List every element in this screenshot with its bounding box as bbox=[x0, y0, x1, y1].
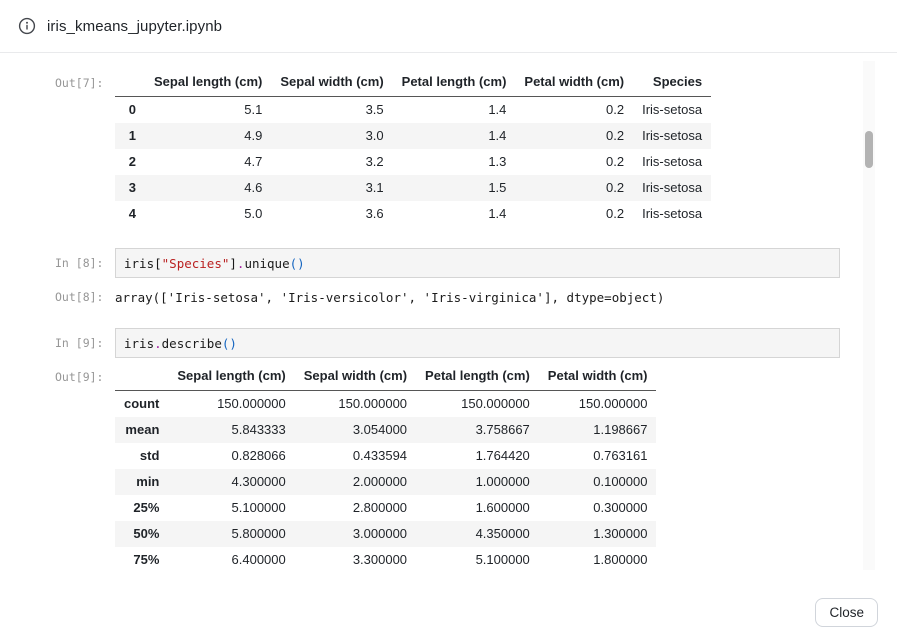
table-cell: 1.5 bbox=[488, 180, 507, 195]
table-cell: Iris-setosa bbox=[642, 180, 703, 195]
table-cell: 1.4 bbox=[488, 128, 507, 143]
table-cell: 0.763161 bbox=[593, 448, 648, 463]
cell-content bbox=[115, 328, 840, 358]
table-cell: 1.764420 bbox=[475, 448, 530, 463]
table-cell: 0.2 bbox=[606, 128, 625, 143]
table-cell: 3.1 bbox=[365, 180, 384, 195]
table-cell: 5.843333 bbox=[231, 422, 286, 437]
table-row bbox=[115, 443, 656, 469]
table-cell: 0.433594 bbox=[352, 448, 408, 463]
row-label: min bbox=[136, 474, 160, 489]
table-cell: 150.000000 bbox=[217, 396, 286, 411]
row-label: mean bbox=[125, 422, 160, 437]
code-token: . bbox=[154, 336, 162, 351]
code-token: unique bbox=[244, 256, 290, 271]
table-row bbox=[115, 123, 711, 149]
table-row bbox=[115, 201, 711, 227]
table-cell: 0.300000 bbox=[593, 500, 648, 515]
table-cell: 3.758667 bbox=[475, 422, 530, 437]
notebook-cell bbox=[55, 285, 840, 308]
row-label: 2 bbox=[128, 154, 136, 169]
notebook-cell bbox=[55, 328, 840, 358]
column-header: Sepal length (cm) bbox=[168, 364, 294, 391]
table-body bbox=[115, 391, 656, 574]
table-row bbox=[115, 547, 656, 573]
row-label: 4 bbox=[128, 206, 136, 221]
cell-content bbox=[115, 248, 840, 278]
table-cell: 4.350000 bbox=[475, 526, 530, 541]
table-cell: 4.9 bbox=[244, 128, 263, 143]
column-header: Sepal width (cm) bbox=[295, 364, 416, 391]
table-cell: 4.7 bbox=[244, 154, 263, 169]
cell-content bbox=[115, 364, 840, 573]
table-cell: 1.3 bbox=[488, 154, 507, 169]
table-cell: 1.198667 bbox=[593, 422, 648, 437]
cell-prompt: Out[7]: bbox=[55, 76, 104, 90]
table-body bbox=[115, 97, 711, 228]
table-row bbox=[115, 469, 656, 495]
table-cell: 1.300000 bbox=[593, 526, 648, 541]
notebook-cells bbox=[55, 70, 840, 573]
row-label: 25% bbox=[133, 500, 160, 515]
table-head bbox=[115, 70, 711, 97]
table-cell: 2.000000 bbox=[352, 474, 408, 489]
table-cell: 0.100000 bbox=[593, 474, 648, 489]
notebook-preview bbox=[0, 53, 897, 577]
code-token: [ bbox=[154, 256, 162, 271]
table-cell: 3.000000 bbox=[352, 526, 408, 541]
file-title: iris_kmeans_jupyter.ipynb bbox=[47, 17, 223, 35]
table-row bbox=[115, 149, 711, 175]
column-header: Petal length (cm) bbox=[393, 70, 516, 97]
dataframe-table bbox=[115, 364, 656, 573]
table-cell: 6.400000 bbox=[231, 552, 286, 567]
table-cell: Iris-setosa bbox=[642, 206, 703, 221]
cell-prompt: Out[8]: bbox=[55, 290, 104, 304]
table-cell: 150.000000 bbox=[461, 396, 530, 411]
row-label: 3 bbox=[128, 180, 136, 195]
table-cell: 4.300000 bbox=[231, 474, 286, 489]
table-row bbox=[115, 391, 656, 418]
table-row bbox=[115, 417, 656, 443]
table-cell: 2.800000 bbox=[352, 500, 408, 515]
row-label: 1 bbox=[128, 128, 136, 143]
code-token: ] bbox=[229, 256, 237, 271]
table-cell: 0.2 bbox=[606, 206, 625, 221]
table-cell: 3.6 bbox=[365, 206, 384, 221]
table-cell: 1.800000 bbox=[593, 552, 648, 567]
table-cell: 5.1 bbox=[244, 102, 263, 117]
code-token: () bbox=[221, 336, 237, 351]
table-row bbox=[115, 175, 711, 201]
scrollbar-track[interactable] bbox=[863, 61, 875, 570]
scrollbar-thumb[interactable] bbox=[865, 131, 873, 168]
table-cell: 0.2 bbox=[606, 180, 625, 195]
column-header: Petal length (cm) bbox=[416, 364, 539, 391]
notebook-cell bbox=[55, 364, 840, 573]
table-row bbox=[115, 521, 656, 547]
output-text: array(['Iris-setosa', 'Iris-versicolor', 'Iris-virginica'], dtype=object) bbox=[115, 290, 665, 305]
cell-prompt: In [9]: bbox=[55, 336, 104, 350]
table-row bbox=[115, 97, 711, 124]
code-token: . bbox=[236, 256, 245, 271]
dataframe-table bbox=[115, 70, 711, 227]
code-input[interactable] bbox=[115, 328, 840, 358]
close-button[interactable]: Close bbox=[815, 598, 878, 627]
cell-content bbox=[115, 285, 840, 308]
table-cell: 0.2 bbox=[606, 154, 625, 169]
table-cell: 5.0 bbox=[244, 206, 263, 221]
header-row bbox=[115, 364, 656, 391]
table-row bbox=[115, 495, 656, 521]
table-cell: 3.0 bbox=[365, 128, 384, 143]
row-label: std bbox=[139, 448, 160, 463]
table-cell: 4.6 bbox=[244, 180, 263, 195]
header-row bbox=[115, 70, 711, 97]
column-header: Sepal length (cm) bbox=[145, 70, 271, 97]
column-header: Petal width (cm) bbox=[539, 364, 657, 391]
table-cell: 3.054000 bbox=[352, 422, 408, 437]
table-head bbox=[115, 364, 656, 391]
table-cell: 0.828066 bbox=[231, 448, 286, 463]
table-cell: 3.5 bbox=[365, 102, 384, 117]
column-header: Petal width (cm) bbox=[515, 70, 633, 97]
table-cell: 5.100000 bbox=[231, 500, 286, 515]
code-token: iris bbox=[124, 256, 155, 271]
table-cell: 0.2 bbox=[606, 102, 625, 117]
table-cell: 1.600000 bbox=[475, 500, 530, 515]
column-header: Sepal width (cm) bbox=[271, 70, 392, 97]
cell-prompt: Out[9]: bbox=[55, 370, 104, 384]
table-cell: 3.300000 bbox=[352, 552, 408, 567]
code-token: "Species" bbox=[161, 256, 230, 271]
column-header: Species bbox=[633, 70, 711, 97]
row-label: 75% bbox=[133, 552, 160, 567]
table-cell: Iris-setosa bbox=[642, 128, 703, 143]
row-label: 0 bbox=[128, 102, 136, 117]
row-label: count bbox=[124, 396, 160, 411]
cell-prompt: In [8]: bbox=[55, 256, 104, 270]
modal-header bbox=[0, 0, 897, 53]
table-cell: 1.4 bbox=[488, 206, 507, 221]
table-cell: Iris-setosa bbox=[642, 154, 703, 169]
code-token: iris bbox=[124, 336, 155, 351]
column-header bbox=[115, 364, 168, 391]
cell-content bbox=[115, 70, 840, 227]
notebook-cell bbox=[55, 70, 840, 227]
code-token: describe bbox=[161, 336, 222, 351]
table-cell: 5.800000 bbox=[231, 526, 286, 541]
table-cell: 150.000000 bbox=[578, 396, 648, 411]
table-cell: 1.000000 bbox=[475, 474, 530, 489]
row-label: 50% bbox=[133, 526, 160, 541]
table-cell: 5.100000 bbox=[475, 552, 530, 567]
table-cell: 1.4 bbox=[488, 102, 507, 117]
table-cell: 150.000000 bbox=[338, 396, 408, 411]
code-token: () bbox=[289, 256, 305, 271]
table-cell: 3.2 bbox=[365, 154, 384, 169]
info-icon bbox=[18, 17, 36, 35]
table-cell: Iris-setosa bbox=[642, 102, 703, 117]
notebook-cell bbox=[55, 248, 840, 278]
column-header bbox=[115, 70, 145, 97]
code-input[interactable] bbox=[115, 248, 840, 278]
